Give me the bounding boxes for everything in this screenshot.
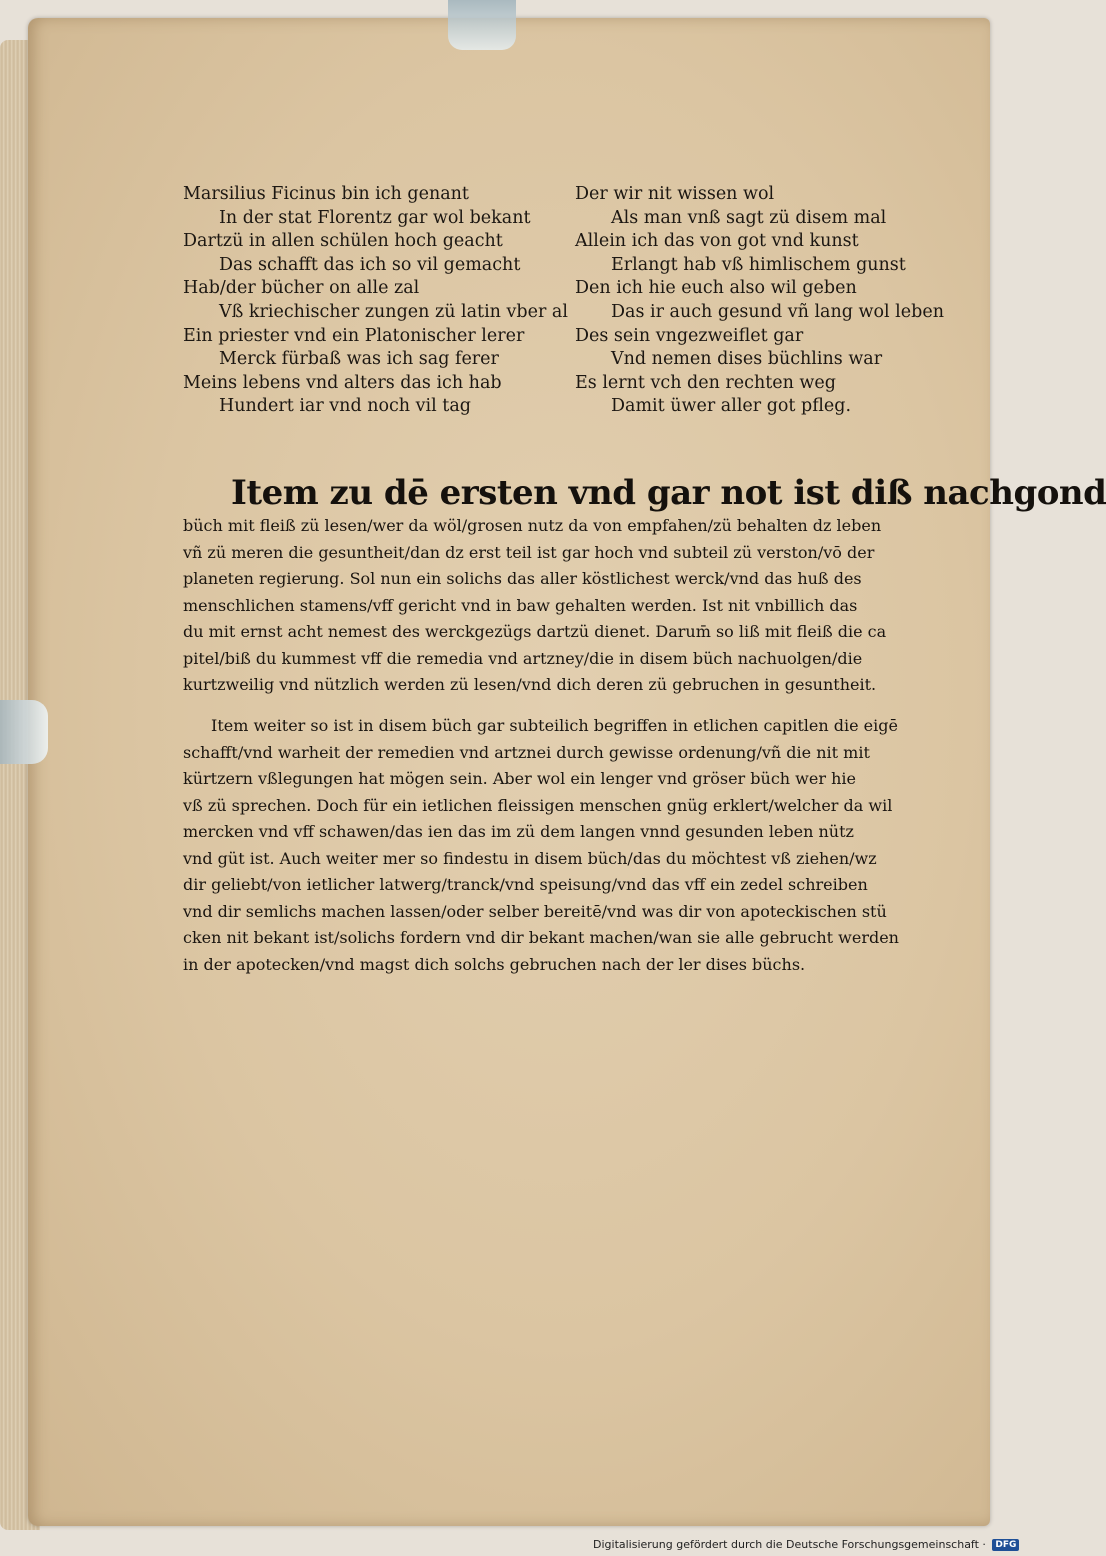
verse-line: Meins lebens vnd alters das ich hab: [183, 372, 502, 393]
text-line: dir geliebt/von ietlicher latwerg/tranck/vnd speisung/vnd das vff ein zedel schreiben: [183, 875, 868, 894]
verse-line: Vnd nemen dises büchlins war: [611, 349, 883, 370]
text-line: pitel/biß du kummest vff die remedia vnd artzney/die in disem büch nachuolgen/die: [183, 648, 863, 668]
verse-line: Vß kriechischer zungen zü latin vber al: [219, 301, 568, 322]
verse-line: Marsilius Ficinus bin ich genant: [183, 184, 469, 204]
verse-line: Es lernt vch den rechten weg: [575, 372, 836, 393]
text-line: in der apotecken/vnd magst dich solchs gebruchen nach der ler dises büchs.: [183, 954, 806, 974]
text-line: mercken vnd vff schawen/das ien das im zü dem langen vnnd gesunden leben nütz: [183, 822, 854, 841]
text-line: kürtzern vßlegungen hat mögen sein. Aber wol ein lenger vnd gröser büch wer hie: [183, 769, 856, 788]
paragraph-1: [183, 513, 953, 699]
verse-line: Der wir nit wissen wol: [575, 184, 775, 204]
verse-line: Als man vnß sagt zü disem mal: [611, 207, 887, 228]
verse-line: Dartzü in allen schülen hoch geacht: [183, 231, 503, 252]
footer-text: Digitalisierung gefördert durch die Deutsche Forschungsgemeinschaft ·: [593, 1538, 986, 1551]
text-line: cken nit bekant ist/solichs fordern vnd dir bekant machen/wan sie alle gebrucht werden: [183, 928, 899, 947]
verse-line: Damit üwer aller got pfleg.: [611, 396, 852, 417]
section-heading: Item zu dē ersten vnd gar not ist diß nachgond: [231, 473, 1106, 513]
text-line: vñ zü meren die gesuntheit/dan dz erst teil ist gar hoch vnd subteil zü verston/vō der: [183, 542, 875, 562]
page-clip-left: [0, 700, 48, 764]
funding-footer: [593, 1538, 1019, 1551]
paragraph-2: [183, 713, 953, 978]
verse-line: Allein ich das von got vnd kunst: [575, 231, 859, 252]
text-line: planeten regierung. Sol nun ein solichs das aller köstlichest werck/vnd das huß des: [183, 569, 862, 588]
verse-line: Merck fürbaß was ich sag ferer: [219, 349, 499, 370]
verse-line: Des sein vngezweiflet gar: [575, 325, 804, 346]
verse-line: Erlangt hab vß himlischem gunst: [611, 254, 906, 275]
text-line: kurtzweilig vnd nützlich werden zü lesen/vnd dich deren zü gebruchen in gesuntheit.: [183, 675, 877, 694]
text-line: Item weiter so ist in disem büch gar subteilich begriffen in etlichen capitlen die eigē: [211, 716, 898, 735]
page-clip-top: [448, 0, 516, 50]
text-line: büch mit fleiß zü lesen/wer da wöl/grosen nutz da von empfahen/zü behalten dz leben: [183, 516, 882, 535]
text-line: vnd güt ist. Auch weiter mer so findestu in disem büch/das du möchtest vß ziehen/wz: [183, 848, 877, 868]
verse-line: Das ir auch gesund vñ lang wol leben: [611, 301, 944, 322]
verse-line: Hab/der bücher on alle zal: [183, 278, 420, 299]
verse-line: Das schafft das ich so vil gemacht: [219, 254, 521, 275]
text-line: schafft/vnd warheit der remedien vnd artznei durch gewisse ordenung/vñ die nit mit: [183, 742, 870, 762]
text-line: du mit ernst acht nemest des werckgezügs dartzü dienet. Darum̄ so liß mit fleiß die ca: [183, 622, 887, 641]
verse-column-left: [183, 183, 568, 419]
verse-line: Hundert iar vnd noch vil tag: [219, 396, 471, 417]
verse-line: In der stat Florentz gar wol bekant: [219, 207, 531, 228]
book-page: [28, 18, 1106, 1526]
text-line: menschlichen stamens/vff gericht vnd in baw gehalten werden. Ist nit vnbillich das: [183, 595, 858, 615]
text-line: vß zü sprechen. Doch für ein ietlichen fleissigen menschen gnüg erklert/welcher da wil: [183, 795, 893, 815]
dfg-logo: DFG: [992, 1539, 1019, 1551]
text-line: vnd dir semlichs machen lassen/oder selber bereitē/vnd was dir von apoteckischen stü: [183, 901, 887, 921]
verse-line: Ein priester vnd ein Platonischer lerer: [183, 325, 525, 346]
verse-line: Den ich hie euch also wil geben: [575, 278, 857, 299]
verse-column-right: [575, 183, 944, 419]
